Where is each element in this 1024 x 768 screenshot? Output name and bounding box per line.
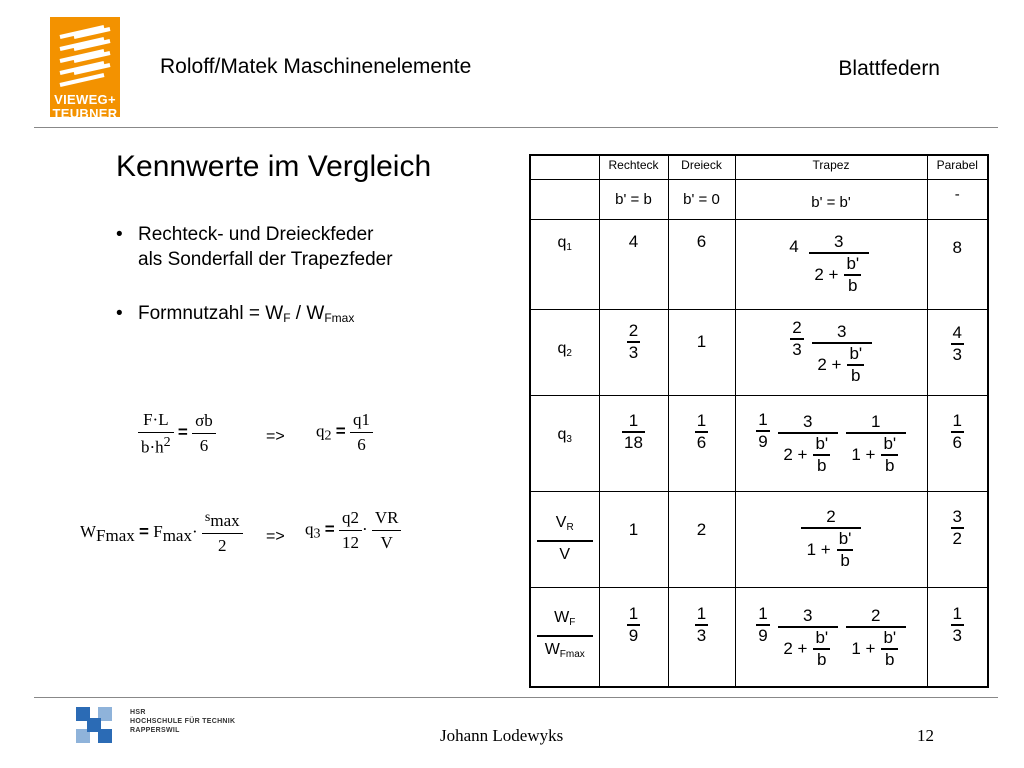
- q1-label: q: [557, 233, 567, 251]
- page-number: 12: [917, 726, 934, 745]
- cell-q2-tri: 1: [668, 309, 735, 395]
- bprime: b': [883, 434, 897, 453]
- chapter-title: Blattfedern: [838, 57, 940, 80]
- implies-arrow-2: =>: [266, 528, 285, 545]
- frac-num: 2: [871, 605, 881, 625]
- frac-num: 2: [826, 507, 836, 526]
- bprime: b': [846, 254, 860, 273]
- bprime: b': [849, 344, 863, 363]
- frac-num: 2: [628, 321, 639, 340]
- bprime: b': [838, 529, 852, 548]
- b: b: [817, 456, 827, 475]
- den-exp: 2: [163, 435, 171, 450]
- comparison-table: [529, 154, 989, 688]
- header-rechteck: Rechteck: [599, 155, 668, 179]
- header-empty: [530, 155, 599, 179]
- frac-num: [192, 411, 216, 431]
- bullet2-mid: / W: [290, 303, 325, 324]
- logo-line1: VIEWEG+: [54, 92, 116, 107]
- num-base: q: [352, 410, 362, 429]
- multiply-dot: ·: [191, 521, 198, 541]
- den-prefix: 2 +: [783, 638, 808, 658]
- frac-num: 4: [952, 323, 962, 342]
- b: b: [885, 456, 895, 475]
- table-header-row: [530, 155, 988, 179]
- row-label-empty: [530, 179, 599, 219]
- cell-wf-trap: [735, 587, 927, 687]
- row-label-vr: [530, 491, 599, 587]
- frac-den: 6: [357, 435, 366, 454]
- row-label-q1: [530, 219, 599, 309]
- cell-q3-tri: [668, 395, 735, 491]
- cell-q1-trap: [735, 219, 927, 309]
- q2-sub: 2: [566, 347, 572, 359]
- vr-trap-frac: [801, 507, 861, 571]
- logo-stripes-icon: [56, 23, 114, 87]
- header-dreieck: Dreieck: [668, 155, 735, 179]
- num-sub: max: [210, 511, 240, 530]
- frac-num: [339, 508, 362, 528]
- frac-num: 1: [952, 410, 962, 430]
- q2-sub: 2: [324, 428, 332, 444]
- formula-q2: [316, 410, 373, 455]
- w-base: W: [80, 521, 97, 541]
- row-label-q2: [530, 309, 599, 395]
- frac-num: [202, 510, 243, 531]
- publisher-logo: [50, 17, 120, 121]
- cell-bprime-trap: b' = b': [735, 179, 927, 219]
- num-base: V: [374, 508, 388, 527]
- q3-trap-frac1: [778, 412, 838, 476]
- cell-vr-tri: 2: [668, 491, 735, 587]
- table-row-bprime: [530, 179, 988, 219]
- den-prefix: 2 +: [783, 445, 808, 464]
- bullet-list: [116, 222, 393, 360]
- book-title: Roloff/Matek Maschinenelemente: [160, 55, 472, 78]
- frac-den: 2: [952, 528, 962, 548]
- den-base: b·h: [141, 437, 164, 457]
- f-sub: max: [162, 525, 192, 545]
- q3-label: q: [557, 425, 567, 443]
- b: b: [885, 649, 895, 669]
- den-prefix: 2 +: [817, 355, 842, 374]
- hsr-logo-icon: [76, 707, 120, 751]
- frac-num: 3: [803, 412, 813, 431]
- frac-fl-bh2: [138, 410, 174, 458]
- coef-den: 9: [758, 432, 768, 451]
- table-row-q1: [530, 219, 988, 309]
- frac-q2-12: [339, 508, 362, 553]
- q2-trap-frac: [812, 322, 872, 386]
- row-label-q3: [530, 395, 599, 491]
- q1-trap-coef: 4: [789, 237, 799, 256]
- cell-q2-trap: [735, 309, 927, 395]
- bullet1-line1: Rechteck- und Dreieckfeder: [138, 224, 374, 245]
- cell-q1-para: 8: [927, 219, 988, 309]
- b: b: [817, 649, 827, 669]
- frac-den: 6: [952, 432, 962, 452]
- frac-den: 18: [624, 432, 643, 452]
- num-sub: 2: [350, 508, 359, 527]
- frac-den: 3: [952, 626, 962, 646]
- implies-arrow-1: =>: [266, 428, 285, 445]
- table-row-vr: [530, 491, 988, 587]
- frac-num: 1: [696, 410, 707, 430]
- wf-num-sub: F: [569, 616, 576, 628]
- frac-den: 3: [628, 343, 639, 362]
- formula-wfmax: [80, 510, 243, 556]
- frac-num: 3: [837, 322, 847, 341]
- coef-den: 3: [792, 340, 802, 359]
- frac-num: 3: [803, 605, 813, 625]
- slide-title: Kennwerte im Vergleich: [116, 150, 432, 183]
- num-base: s: [204, 510, 211, 525]
- f-base: F: [153, 521, 163, 541]
- cell-bprime-para: -: [927, 179, 988, 219]
- num-base: q: [341, 508, 351, 527]
- vr-num-sub: R: [566, 521, 574, 533]
- sigma-sub: b: [204, 411, 213, 431]
- coef-num: 2: [792, 318, 802, 337]
- q1-trap-frac: [809, 232, 869, 296]
- cell-q3-para: [927, 395, 988, 491]
- bprime: b': [815, 434, 829, 453]
- cell-vr-rect: 1: [599, 491, 668, 587]
- frac-den: 6: [696, 432, 707, 452]
- table-row-q2: [530, 309, 988, 395]
- footer-author: Johann Lodewyks: [440, 726, 564, 745]
- equals-sign: =: [324, 519, 335, 539]
- frac-num: 3: [952, 506, 962, 526]
- bullet2-text: Formnutzahl = W: [138, 303, 284, 324]
- cell-bprime-tri: b' = 0: [668, 179, 735, 219]
- b: b: [851, 366, 861, 385]
- b: b: [848, 276, 858, 295]
- cell-q3-trap: [735, 395, 927, 491]
- wf-trap-frac1: [778, 606, 838, 670]
- formula-q3: [305, 508, 401, 553]
- hsr-line1: HSR: [130, 709, 146, 716]
- sigma-symbol: σ: [195, 411, 205, 431]
- equals-sign: =: [139, 521, 149, 541]
- w-sub: Fmax: [96, 525, 135, 545]
- frac-num: 1: [628, 604, 639, 624]
- vr-den: V: [559, 545, 571, 563]
- cell-wf-para: [927, 587, 988, 687]
- frac-q1-6: [350, 410, 373, 455]
- cell-bprime-rect: b' = b: [599, 179, 668, 219]
- cell-wf-rect: [599, 587, 668, 687]
- cell-q2-para: [927, 309, 988, 395]
- cell-wf-tri: [668, 587, 735, 687]
- num-sub: R: [387, 508, 399, 527]
- bprime: b': [883, 627, 897, 647]
- wf-den-sub: Fmax: [559, 648, 585, 660]
- bullet2-sub1: F: [283, 311, 291, 325]
- num-sub: 1: [361, 410, 370, 429]
- cell-q2-rect: [599, 309, 668, 395]
- frac-den: 3: [952, 345, 962, 364]
- row-label-wf: [530, 587, 599, 687]
- frac-smax-2: [202, 510, 243, 556]
- bullet-form-factor: [116, 301, 393, 331]
- cell-q3-rect: [599, 395, 668, 491]
- frac-num: 3: [834, 232, 844, 251]
- q3-sub: 3: [566, 433, 572, 445]
- header-trapez: Trapez: [735, 155, 927, 179]
- hsr-line2: HOCHSCHULE FÜR TECHNIK: [130, 718, 236, 725]
- cell-vr-para: [927, 491, 988, 587]
- cell-vr-trap: [735, 491, 927, 587]
- q3-sub: 3: [313, 526, 321, 542]
- frac-vr-v: [372, 508, 402, 553]
- hsr-line3: RAPPERSWIL: [130, 727, 180, 734]
- frac-den: [138, 435, 174, 458]
- bullet-special-case: [116, 222, 393, 272]
- q2-label: q: [557, 339, 567, 357]
- frac-num: 1: [628, 410, 639, 430]
- frac-den: 3: [696, 626, 707, 646]
- bprime: b': [815, 627, 829, 647]
- frac-den: 6: [199, 436, 209, 456]
- wf-den: W: [544, 640, 560, 658]
- equals-sign: =: [177, 422, 188, 442]
- hsr-text: [130, 708, 235, 735]
- frac-num: 1: [952, 604, 962, 624]
- bullet1-line2: als Sonderfall der Trapezfeder: [138, 249, 393, 270]
- frac-num: F·L: [143, 410, 169, 429]
- frac-sigma-6: [192, 411, 216, 456]
- frac-num: [350, 410, 373, 430]
- den-prefix: 1 +: [806, 540, 831, 559]
- header-divider: [34, 127, 998, 128]
- q1-sub: 1: [566, 241, 572, 253]
- cell-q1-rect: 4: [599, 219, 668, 309]
- frac-den: 12: [341, 533, 359, 552]
- cell-q1-tri: 6: [668, 219, 735, 309]
- multiply-dot: ·: [361, 519, 368, 539]
- frac-den: 9: [628, 626, 639, 646]
- den-prefix: 1 +: [851, 445, 876, 464]
- table-row-wf: [530, 587, 988, 687]
- coef-num: 1: [758, 410, 768, 429]
- frac-num: 1: [871, 412, 881, 431]
- q3-base: q: [305, 519, 314, 539]
- header-parabel: Parabel: [927, 155, 988, 179]
- q3-trap-frac2: [846, 412, 906, 476]
- q2-base: q: [316, 421, 325, 441]
- wf-num: W: [554, 608, 570, 626]
- equals-sign: =: [335, 421, 346, 441]
- vr-num: V: [555, 513, 567, 531]
- frac-den: V: [380, 533, 393, 552]
- wf-trap-frac2: [846, 606, 906, 670]
- bullet2-sub2: Fmax: [324, 311, 355, 325]
- b: b: [840, 551, 850, 570]
- den-prefix: 1 +: [851, 638, 876, 658]
- coef-num: 1: [758, 603, 768, 623]
- coef-den: 9: [758, 625, 768, 645]
- den-prefix: 2 +: [814, 265, 839, 284]
- footer-divider: [34, 697, 998, 698]
- frac-num: 1: [696, 604, 707, 624]
- frac-num: [372, 508, 402, 528]
- table-row-q3: [530, 395, 988, 491]
- frac-den: 2: [218, 536, 227, 555]
- formula-stress: [138, 410, 216, 458]
- logo-line2: TEUBNER: [52, 106, 118, 121]
